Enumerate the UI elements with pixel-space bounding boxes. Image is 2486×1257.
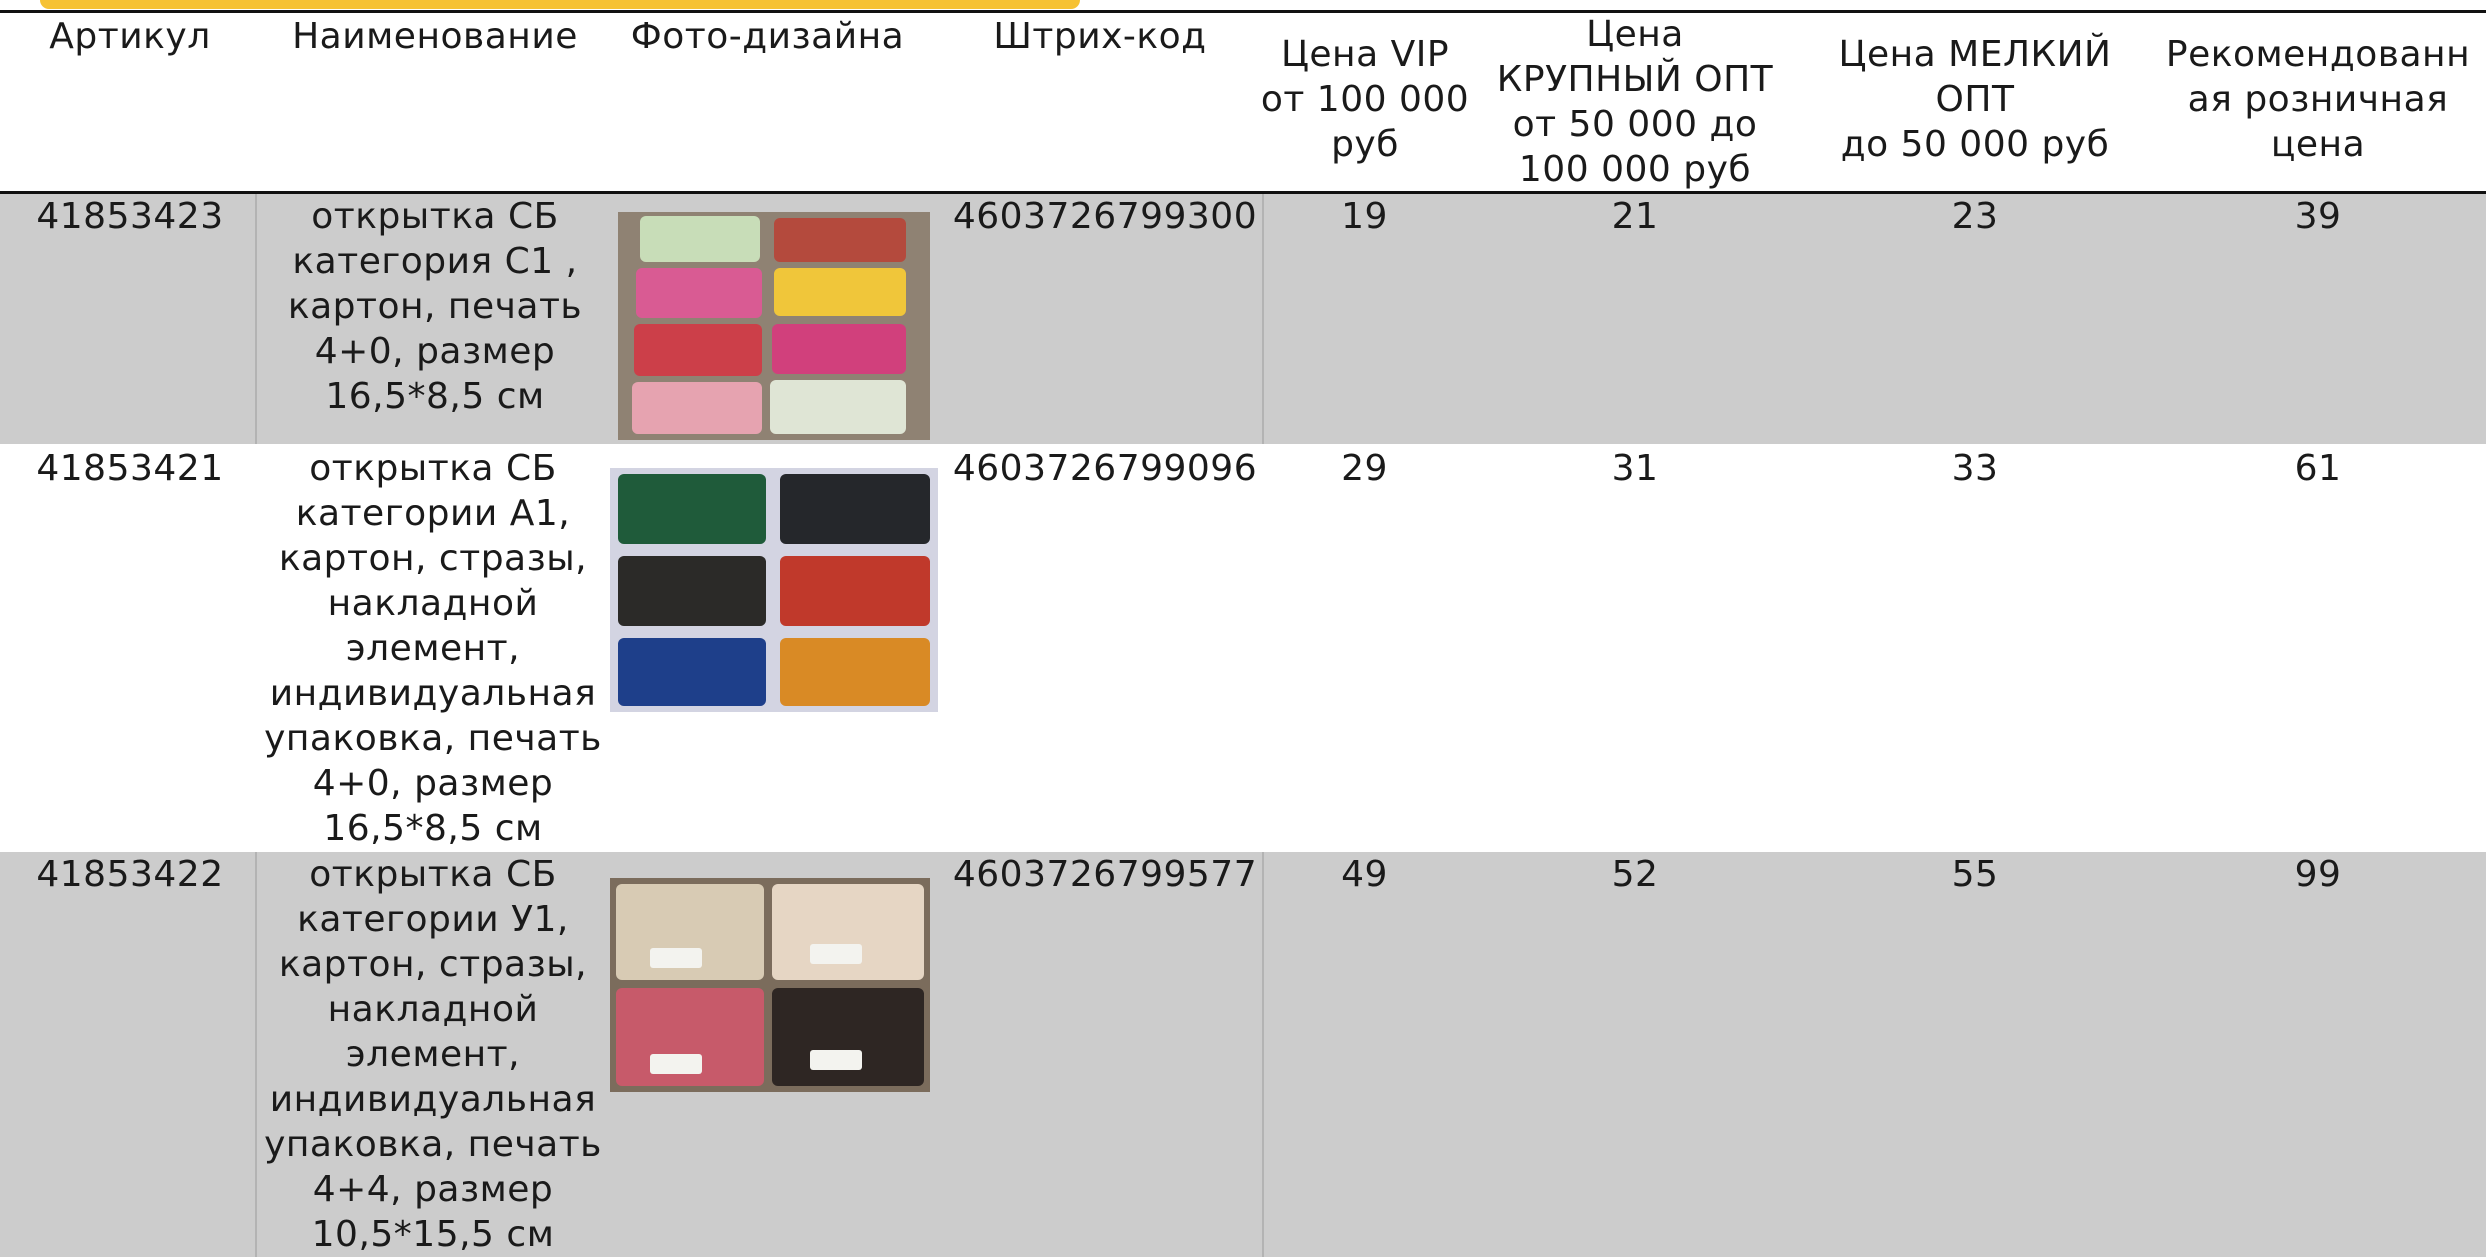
price-large-cell: 21 xyxy=(1611,196,1659,237)
design-photo xyxy=(618,212,930,440)
column-header-price-vip: Цена VIP от 100 000 руб xyxy=(1260,34,1470,165)
barcode-cell: 4603726799300 xyxy=(952,196,1258,237)
column-divider xyxy=(1262,852,1264,1257)
column-header-barcode: Штрих-код xyxy=(993,16,1207,57)
column-header-photo: Фото-дизайна xyxy=(630,16,905,57)
column-header-article: Артикул xyxy=(49,16,211,57)
article-cell: 41853423 xyxy=(36,196,224,237)
column-header-price-large: Цена КРУПНЫЙ ОПТ от 50 000 до 100 000 руб xyxy=(1496,14,1774,190)
name-cell: открытка СБ категория С1 , картон, печать 4+0, размер 16,5*8,5 см xyxy=(287,196,583,417)
article-cell: 41853422 xyxy=(36,854,224,895)
accent-bar xyxy=(40,0,1080,9)
name-cell: открытка СБ категории У1, картон, стразы, накладной элемент, индивидуальная упаковка, печать 4+4, размер 10,5*15,5 см xyxy=(264,854,602,1255)
table-row xyxy=(0,446,2486,851)
column-header-name: Наименование xyxy=(292,16,578,57)
price-retail-cell: 61 xyxy=(2294,448,2342,489)
price-retail-cell: 39 xyxy=(2294,196,2342,237)
column-header-price-small: Цена МЕЛКИЙ ОПТ до 50 000 руб xyxy=(1838,34,2112,165)
design-photo xyxy=(610,878,930,1092)
price-small-cell: 23 xyxy=(1951,196,1999,237)
name-cell: открытка СБ категории А1, картон, стразы, накладной элемент, индивидуальная упаковка, печать 4+0, размер 16,5*8,5 см xyxy=(264,448,602,849)
price-small-cell: 33 xyxy=(1951,448,1999,489)
column-header-price-retail: Рекомендованн ая розничная цена xyxy=(2165,34,2471,165)
price-vip-cell: 19 xyxy=(1341,196,1388,237)
design-photo xyxy=(610,468,938,712)
price-vip-cell: 29 xyxy=(1341,448,1388,489)
price-small-cell: 55 xyxy=(1951,854,1999,895)
barcode-cell: 4603726799096 xyxy=(952,448,1258,489)
header-top-rule xyxy=(0,10,2486,13)
price-vip-cell: 49 xyxy=(1341,854,1388,895)
table-row xyxy=(0,852,2486,1257)
price-large-cell: 52 xyxy=(1611,854,1659,895)
price-retail-cell: 99 xyxy=(2294,854,2342,895)
table-row xyxy=(0,194,2486,444)
barcode-cell: 4603726799577 xyxy=(952,854,1258,895)
article-cell: 41853421 xyxy=(36,448,224,489)
column-divider xyxy=(255,194,257,444)
price-large-cell: 31 xyxy=(1611,448,1659,489)
